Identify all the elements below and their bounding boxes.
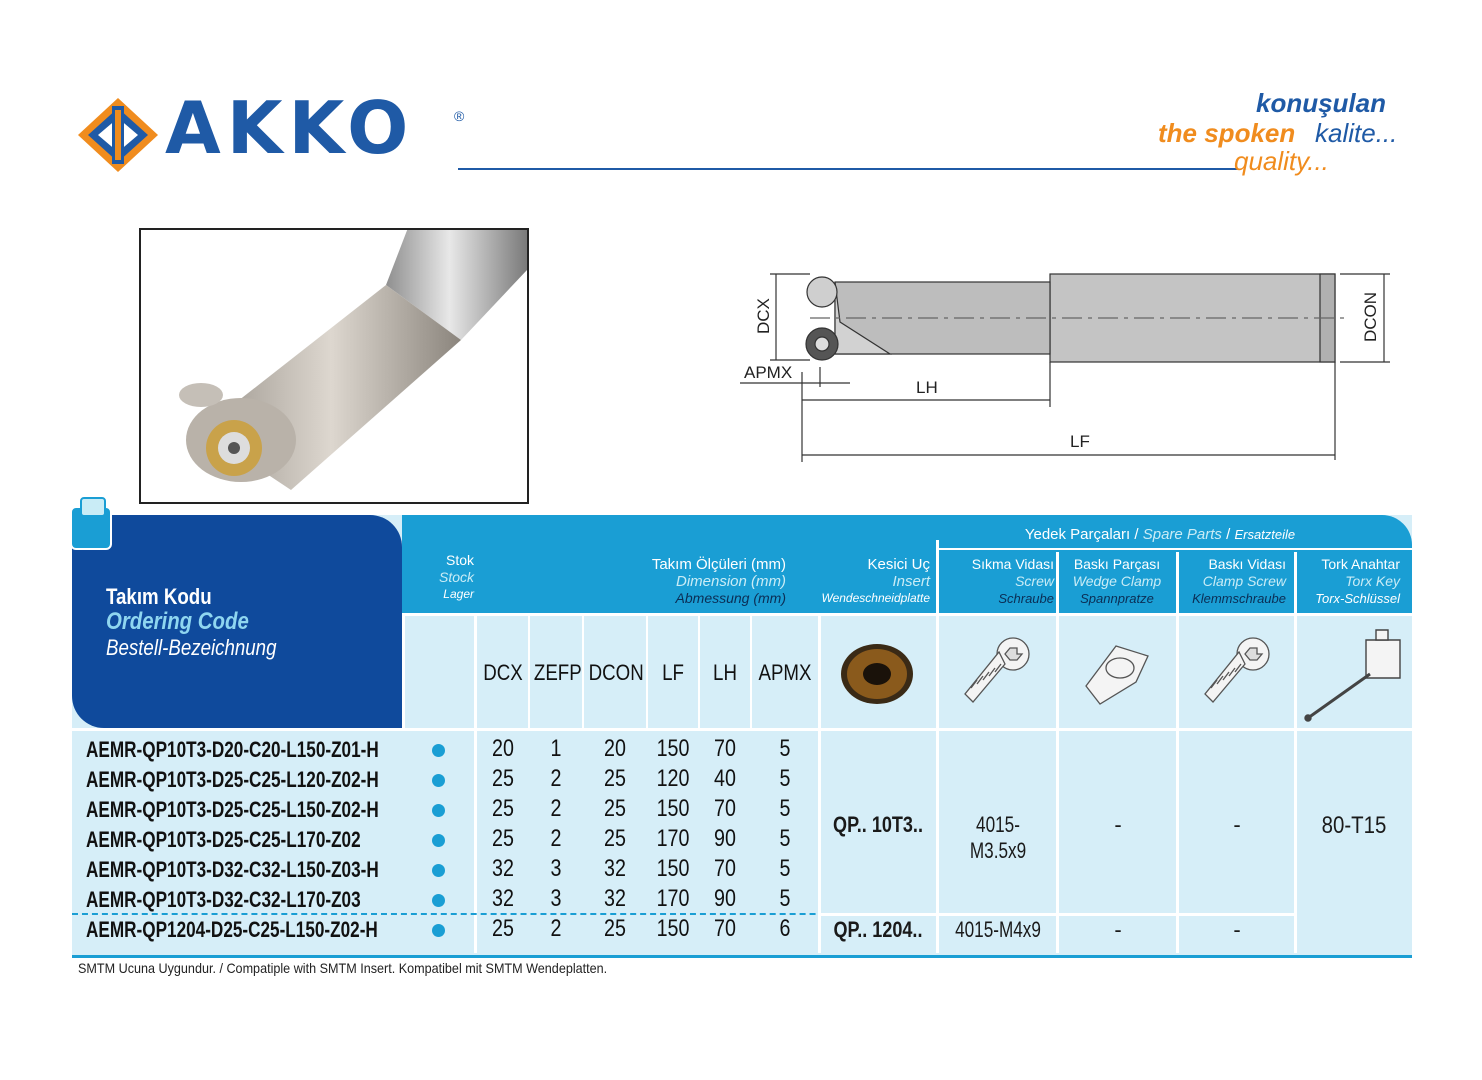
column-header-dcon: DCON [588,660,644,685]
technical-drawing [740,262,1410,472]
cell-zefp: 2 [550,915,562,942]
grid-line [750,613,752,730]
wedge-clamp-icon [1076,634,1156,714]
clamp-screw-header-de: Klemmschraube [1192,591,1286,606]
slogan-line2b: kalite... [1315,118,1398,148]
stock-dot-icon [432,864,445,877]
ordering-code: AEMR-QP1204-D25-C25-L150-Z02-H [86,917,378,942]
cell-lf: 120 [656,765,690,792]
screw-header-tr: Sıkma Vidası [971,556,1054,572]
spare-parts-de: Ersatzteile [1234,527,1296,542]
ordering-code: AEMR-QP10T3-D25-C25-L150-Z02-H [86,797,379,822]
stock-dot-icon [432,924,445,937]
dcon-label: DCON [1361,291,1380,342]
key-header [1296,556,1400,607]
insert-icon [838,640,916,708]
cell-lh: 70 [714,915,736,942]
stock-dot-icon [432,894,445,907]
cell-dcon: 20 [604,735,626,762]
cell-dcon: 32 [604,855,626,882]
wedge-header [1060,556,1174,607]
clamp-screw-header-en: Clamp Screw [1202,573,1286,589]
apmx-label: APMX [744,363,793,382]
clamp-screw-header [1176,556,1286,607]
column-header-apmx: APMX [758,660,812,685]
spare-parts-header [960,526,1360,543]
stock-header [404,552,474,603]
footnote: SMTM Ucuna Uygundur. / Compatiple with SMTM Insert. Kompatibel mit SMTM Wendeplatten. [78,960,608,976]
cell-lh: 90 [714,825,736,852]
torx-key-value: 80-T15 [1321,812,1387,839]
cell-zefp: 3 [550,855,562,882]
lh-label: LH [916,378,938,397]
spare-parts-en: Spare Parts [1142,526,1222,543]
cell-lh: 70 [714,735,736,762]
column-header-lh: LH [713,660,737,685]
cell-zefp: 3 [550,885,562,912]
wedge-group2: - [1114,917,1122,942]
insert-header [820,556,930,607]
cell-dcx: 32 [492,885,514,912]
registered-mark: ® [454,108,465,124]
tab-marker-top [80,497,106,517]
code-header-de: Bestell-Bezeichnung [106,635,277,660]
clamp-screw-icon [1195,632,1275,716]
wedge-header-de: Spannpratze [1080,591,1154,606]
cell-apmx: 6 [779,915,791,942]
cell-lf: 170 [656,885,690,912]
ordering-code: AEMR-QP10T3-D32-C32-L150-Z03-H [86,857,379,882]
ordering-code: AEMR-QP10T3-D25-C25-L170-Z02 [86,827,361,852]
dimension-header-tr: Takım Ölçüleri (mm) [651,556,786,573]
slogan-line3: quality... [1234,146,1329,176]
cell-zefp: 1 [550,735,562,762]
dimension-header [480,556,786,607]
grid-line [402,613,405,730]
cell-dcon: 25 [604,795,626,822]
cell-apmx: 5 [779,765,791,792]
clamp-screw-group1: - [1233,812,1241,837]
dcx-label: DCX [754,298,773,334]
cell-dcon: 25 [604,765,626,792]
cell-zefp: 2 [550,765,562,792]
wedge-header-tr: Baskı Parçası [1073,556,1161,572]
column-header-lf: LF [662,660,684,685]
insert-group1: QP.. 10T3.. [833,812,923,837]
cell-apmx: 5 [779,825,791,852]
clamp-screw-group2: - [1233,917,1241,942]
stock-header-de: Lager [443,587,474,601]
spare-parts-sep2: / [1226,526,1231,543]
grid-line [818,613,821,953]
cell-dcx: 25 [492,765,514,792]
cell-lh: 40 [714,765,736,792]
spare-parts-tr: Yedek Parçaları [1024,526,1131,543]
cell-dcon: 25 [604,825,626,852]
dimension-header-de: Abmessung (mm) [675,590,786,606]
cell-dcon: 25 [604,915,626,942]
screw-group2: 4015-M4x9 [955,917,1041,942]
key-header-en: Torx Key [1345,573,1400,589]
cell-dcx: 25 [492,915,514,942]
grid-line [582,613,584,730]
grid-line [818,913,1294,916]
screw-header-en: Screw [1015,573,1054,589]
stock-dot-icon [432,834,445,847]
stock-header-en: Stock [438,569,474,585]
clamp-screw-header-tr: Baskı Vidası [1208,556,1286,572]
stock-dot-icon [432,804,445,817]
screw-icon [955,632,1035,716]
spare-parts-sep1: / [1134,526,1139,543]
grid-line [528,613,530,730]
cell-lh: 70 [714,855,736,882]
wedge-header-en: Wedge Clamp [1072,573,1162,589]
ordering-code: AEMR-QP10T3-D32-C32-L170-Z03 [86,887,361,912]
header-rule [458,168,1238,170]
grid-line [646,613,648,730]
cell-dcx: 25 [492,795,514,822]
cell-zefp: 2 [550,825,562,852]
insert-group2: QP.. 1204.. [833,917,923,942]
cell-dcx: 25 [492,825,514,852]
cell-apmx: 5 [779,855,791,882]
cell-apmx: 5 [779,735,791,762]
screw-header-de: Schraube [998,591,1054,606]
stock-header-tr: Stok [445,552,474,568]
stock-dot-icon [432,744,445,757]
cell-zefp: 2 [550,795,562,822]
cell-dcon: 32 [604,885,626,912]
wedge-group1: - [1114,812,1122,837]
slogan-line1: konuşulan [1255,88,1386,118]
column-header-zefp: ZEFP [533,660,582,685]
insert-header-en: Insert [892,573,930,590]
milling-cutter-photo-icon [141,230,527,502]
dimension-header-en: Dimension (mm) [675,573,786,590]
stock-dot-icon [432,774,445,787]
ordering-code: AEMR-QP10T3-D25-C25-L120-Z02-H [86,767,379,792]
grid-line [72,728,1412,731]
brand-name: AKKO [165,86,415,170]
cell-lf: 170 [656,825,690,852]
screw-group1: 4015-M3.5x9 [969,812,1027,863]
screw-header [940,556,1054,607]
cell-dcx: 20 [492,735,514,762]
lf-label: LF [1070,432,1090,451]
product-photo [139,228,529,504]
cell-apmx: 5 [779,885,791,912]
insert-header-tr: Kesici Uç [867,556,930,573]
cell-lh: 90 [714,885,736,912]
cell-apmx: 5 [779,795,791,822]
key-header-de: Torx-Schlüssel [1315,591,1400,606]
spare-parts-rule [936,548,1412,550]
cell-lf: 150 [656,855,690,882]
cell-lf: 150 [656,735,690,762]
slogan-line2a: the spoken [1158,118,1296,148]
insert-header-de: Wendeschneidplatte [821,591,930,605]
code-header-tr: Takım Kodu [106,584,212,609]
torx-key-icon [1300,626,1412,724]
grid-line [698,613,700,730]
cell-dcx: 32 [492,855,514,882]
column-header-dcx: DCX [483,660,523,685]
grid-line [474,613,477,953]
cell-lf: 150 [656,915,690,942]
cell-lf: 150 [656,795,690,822]
code-header-en: Ordering Code [106,608,249,635]
ordering-code: AEMR-QP10T3-D20-C20-L150-Z01-H [86,737,379,762]
akko-emblem-icon [76,96,160,174]
grid-line [402,613,1412,616]
key-header-tr: Tork Anahtar [1321,556,1400,572]
grid-line [936,540,939,953]
cell-lh: 70 [714,795,736,822]
